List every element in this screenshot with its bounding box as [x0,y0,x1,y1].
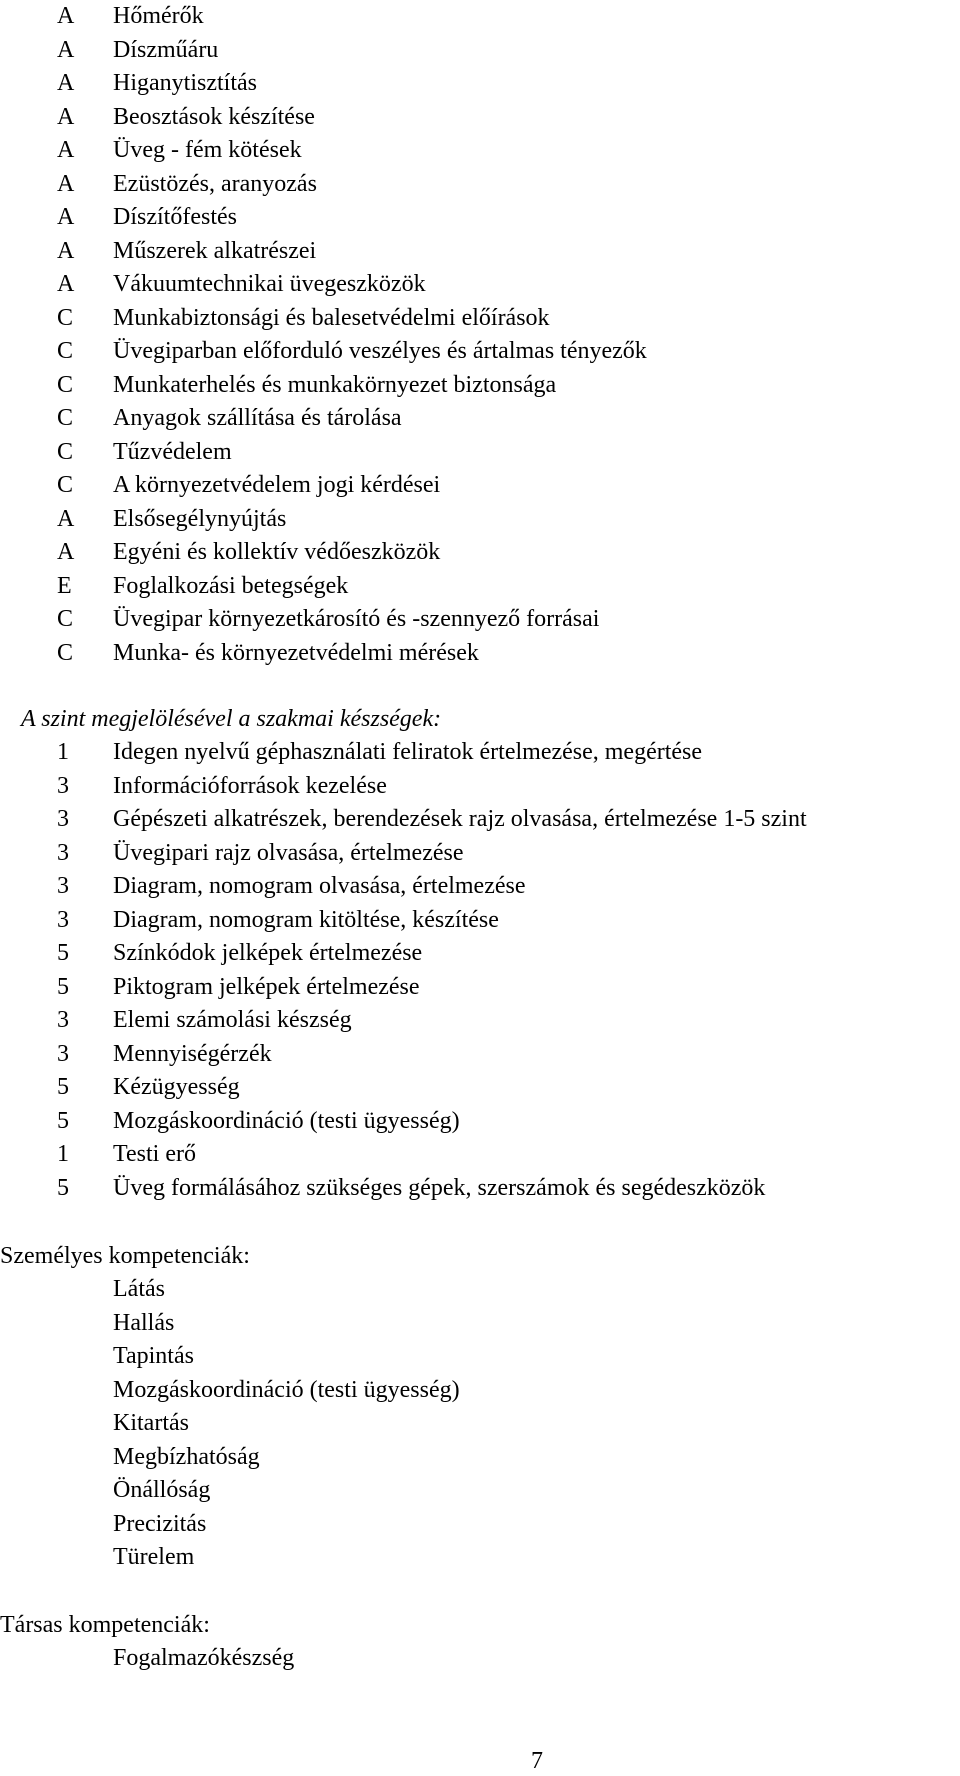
knowledge-item-level: A [57,271,75,297]
skills-heading: A szint megjelölésével a szakmai készségek: [21,706,442,732]
personal-competency-item: Megbízhatóság [113,1443,260,1470]
skill-item-label: Üveg formálásához szükséges gépek, szerszámok és segédeszközök [113,1174,766,1201]
personal-competency-item: Látás [113,1276,165,1302]
personal-competency-item: Türelem [113,1544,195,1570]
knowledge-item-level: A [57,3,75,29]
knowledge-item-label: Beosztások készítése [113,103,315,130]
skill-item-label: Üvegipari rajz olvasása, értelmezése [113,839,464,866]
knowledge-item-label: Anyagok szállítása és tárolása [113,405,402,431]
skill-item-level: 3 [57,906,69,933]
knowledge-item-label: Egyéni és kollektív védőeszközök [113,539,441,565]
skill-item-label: Színkódok jelképek értelmezése [113,940,423,966]
skill-item-label: Kézügyesség [113,1074,240,1100]
skill-item-label: Diagram, nomogram kitöltése, készítése [113,906,499,933]
knowledge-item-label: Munka- és környezetvédelmi mérések [113,639,479,666]
skill-item-label: Mozgáskoordináció (testi ügyesség) [113,1107,460,1134]
knowledge-item-level: C [57,438,74,465]
skill-item-label: Idegen nyelvű géphasználati feliratok értelmezése, megértése [113,739,703,765]
skill-item-label: Testi erő [113,1141,196,1167]
knowledge-item-level: A [57,70,75,96]
knowledge-item-level: A [57,103,75,130]
skill-item-label: Mennyiségérzék [113,1040,272,1067]
skill-item-label: Információforrások kezelése [113,772,387,799]
knowledge-item-level: A [57,137,75,163]
knowledge-item-label: Üvegipar környezetkárosító és -szennyező forrásai [113,606,600,632]
knowledge-item-label: Üveg - fém kötések [113,137,302,163]
knowledge-item-label: Műszerek alkatrészei [113,237,317,264]
personal-competencies-heading: Személyes kompetenciák: [0,1243,250,1269]
knowledge-item-level: A [57,204,75,230]
knowledge-item-level: E [57,572,72,599]
knowledge-item-level: C [57,338,74,364]
knowledge-item-label: Higanytisztítás [113,70,257,96]
skill-item-label: Gépészeti alkatrészek, berendezések rajz olvasása, értelmezése 1-5 szint [113,806,807,832]
skill-item-label: Piktogram jelképek értelmezése [113,973,420,1000]
knowledge-item-level: A [57,237,75,264]
skill-item-label: Elemi számolási készség [113,1007,352,1033]
knowledge-item-label: Tűzvédelem [113,438,232,465]
skill-item-level: 1 [57,1141,69,1167]
skill-item-level: 5 [57,1107,69,1134]
personal-competency-item: Precizitás [113,1510,207,1537]
skill-item-level: 5 [57,973,69,1000]
knowledge-item-level: C [57,371,74,398]
skill-item-level: 1 [57,739,69,765]
knowledge-item-level: A [57,170,75,197]
skill-item-level: 3 [57,873,69,899]
knowledge-item-label: Foglalkozási betegségek [113,572,349,599]
knowledge-item-level: C [57,472,74,498]
personal-competency-item: Tapintás [113,1343,194,1369]
page-number: 7 [531,1748,543,1774]
personal-competency-item: Hallás [113,1309,175,1336]
personal-competency-item: Kitartás [113,1410,189,1436]
knowledge-item-label: A környezetvédelem jogi kérdései [113,472,441,498]
knowledge-item-label: Üvegiparban előforduló veszélyes és ártalmas tényezők [113,338,647,364]
skill-item-label: Diagram, nomogram olvasása, értelmezése [113,873,526,899]
knowledge-item-level: A [57,505,75,532]
skill-item-level: 3 [57,1040,69,1067]
skill-item-level: 5 [57,1074,69,1100]
knowledge-item-label: Hőmérők [113,3,204,29]
knowledge-item-level: C [57,304,74,331]
knowledge-item-label: Vákuumtechnikai üvegeszközök [113,271,426,297]
skill-item-level: 5 [57,1174,69,1201]
skill-item-level: 5 [57,940,69,966]
skill-item-level: 3 [57,1007,69,1033]
knowledge-item-label: Díszítőfestés [113,204,237,230]
social-competencies-heading: Társas kompetenciák: [0,1612,210,1638]
knowledge-item-level: C [57,639,74,666]
knowledge-item-level: C [57,606,74,632]
knowledge-item-label: Díszműáru [113,36,219,63]
skill-item-level: 3 [57,806,69,832]
knowledge-item-level: A [57,36,75,63]
skill-item-level: 3 [57,772,69,799]
social-competency-item: Fogalmazókészség [113,1645,295,1671]
personal-competency-item: Mozgáskoordináció (testi ügyesség) [113,1376,460,1403]
knowledge-item-level: A [57,539,75,565]
knowledge-item-level: C [57,405,74,431]
personal-competency-item: Önállóság [113,1477,211,1503]
knowledge-item-label: Elsősegélynyújtás [113,505,287,532]
knowledge-item-label: Ezüstözés, aranyozás [113,170,317,197]
knowledge-item-label: Munkabiztonsági és balesetvédelmi előírások [113,304,550,331]
knowledge-item-label: Munkaterhelés és munkakörnyezet biztonsága [113,371,557,398]
skill-item-level: 3 [57,839,69,866]
